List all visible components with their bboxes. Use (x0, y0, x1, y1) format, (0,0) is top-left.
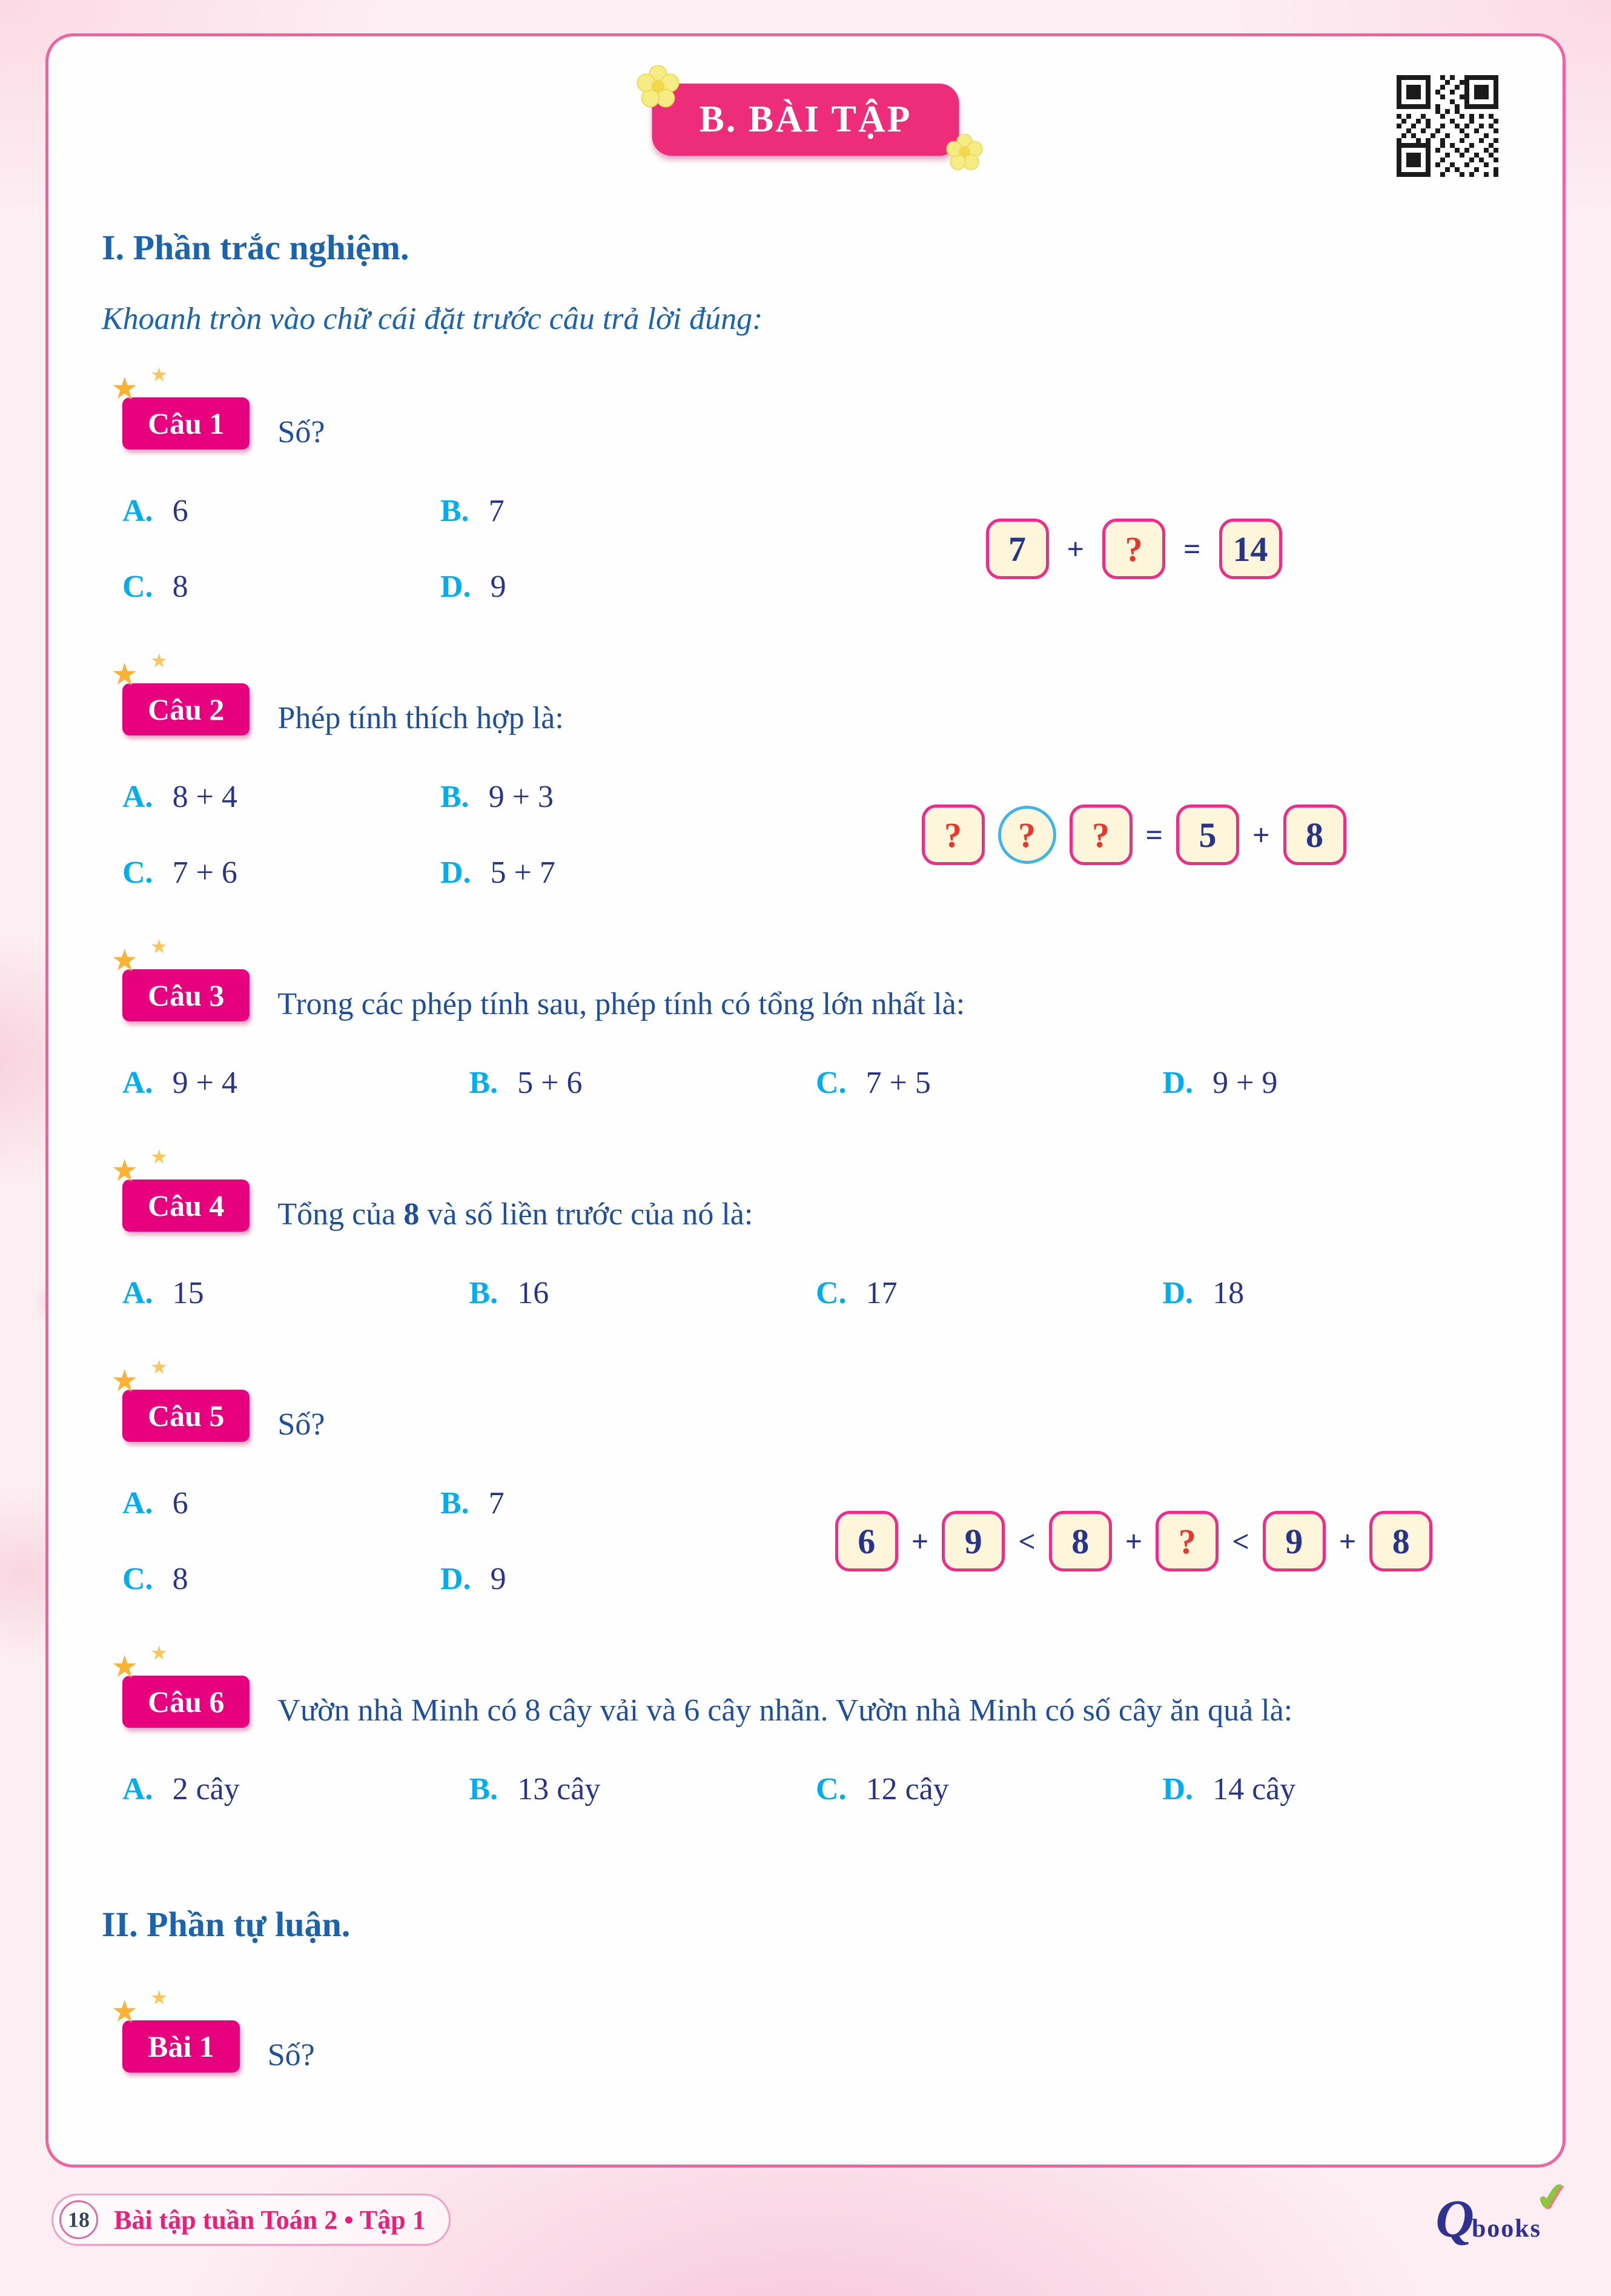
option-a[interactable]: A. 9 + 4 (122, 1066, 237, 1100)
question-6-text: Vườn nhà Minh có 8 cây vải và 6 cây nhãn. Vườn nhà Minh có số cây ăn quả là: (277, 1693, 1293, 1728)
qbooks-logo (1435, 2173, 1571, 2249)
option-a[interactable]: A. 2 cây (122, 1772, 240, 1807)
question-3-text: Trong các phép tính sau, phép tính có tổng lớn nhất là: (277, 987, 965, 1021)
question-2-text: Phép tính thích hợp là: (277, 701, 564, 735)
answer-box[interactable]: ? (922, 805, 985, 865)
question-1-options (122, 493, 758, 605)
plus-operator: + (911, 1524, 929, 1558)
question-2-badge: ★ ★ Câu 2 (122, 683, 250, 735)
plus-operator: + (1125, 1524, 1143, 1558)
question-6-options (122, 1771, 1509, 1807)
question-6 (102, 1644, 1509, 1807)
option-b[interactable]: B. 16 (469, 1276, 549, 1310)
logo-q-letter: Q (1435, 2190, 1474, 2249)
option-b[interactable]: B. 13 cây (469, 1772, 601, 1807)
question-4-badge: ★ ★ Câu 4 (122, 1180, 250, 1232)
option-a[interactable]: A. 8 + 4 (122, 780, 237, 814)
star-icon: ★ (113, 660, 137, 689)
question-4-text: Tổng của 8 và số liền trước của nó là: (277, 1197, 753, 1232)
question-4 (102, 1148, 1509, 1311)
plus-operator: + (1252, 818, 1270, 852)
section-2-heading: II. Phần tự luận. (102, 1905, 351, 1944)
option-d[interactable]: D. 18 (1162, 1276, 1245, 1310)
footer-series-pill (51, 2194, 451, 2246)
star-icon: ★ (113, 1652, 137, 1682)
star-icon: ★ (113, 1156, 137, 1186)
star-icon: ★ (113, 1997, 137, 2026)
answer-box[interactable]: ? (1102, 519, 1165, 579)
number-box: 6 (835, 1511, 898, 1571)
answer-box[interactable]: ? (1156, 1511, 1219, 1571)
option-d[interactable]: D. 9 (440, 1562, 506, 1596)
equals-operator: = (1183, 532, 1201, 566)
page-number: 18 (59, 2200, 98, 2239)
number-box: 14 (1219, 519, 1282, 579)
section-1-heading: I. Phần trắc nghiệm. (102, 228, 409, 267)
number-box: 8 (1369, 1511, 1432, 1571)
question-3 (102, 938, 1509, 1101)
exercise-1-badge: ★ ★ Bài 1 (122, 2020, 240, 2072)
answer-box[interactable]: ? (1070, 805, 1133, 865)
number-box: 5 (1176, 805, 1239, 865)
option-b[interactable]: B. 9 + 3 (440, 780, 554, 814)
question-5-text: Số? (277, 1407, 325, 1442)
logo-books-text: books (1471, 2215, 1541, 2243)
option-d[interactable]: D. 5 + 7 (440, 855, 555, 890)
less-than-operator: < (1232, 1524, 1249, 1558)
star-icon: ★ (113, 1366, 137, 1396)
question-1-badge: ★ ★ Câu 1 (122, 397, 250, 450)
option-c[interactable]: C. 7 + 5 (816, 1066, 931, 1100)
question-6-badge: ★ ★ Câu 6 (122, 1676, 250, 1728)
option-b[interactable]: B. 7 (440, 1486, 504, 1521)
less-than-operator: < (1018, 1524, 1036, 1558)
card-header (102, 73, 1509, 203)
number-box: 7 (986, 519, 1049, 579)
section-title-badge (652, 84, 959, 156)
star-icon: ★ (151, 1148, 167, 1167)
number-box: 9 (1263, 1511, 1326, 1571)
question-4-options (122, 1275, 1509, 1311)
answer-circle[interactable]: ? (998, 806, 1056, 864)
number-box: 8 (1049, 1511, 1112, 1571)
worksheet-card (45, 33, 1566, 2168)
option-c[interactable]: C. 7 + 6 (122, 855, 237, 890)
star-icon: ★ (151, 1644, 167, 1663)
page-title: B. BÀI TẬP (699, 99, 912, 140)
option-b[interactable]: B. 5 + 6 (469, 1066, 583, 1100)
question-5-options (122, 1485, 758, 1597)
question-2-options (122, 779, 758, 891)
exercise-1 (102, 1989, 1509, 2083)
series-title: Bài tập tuần Toán 2 • Tập 1 (114, 2205, 426, 2235)
option-d[interactable]: D. 14 cây (1162, 1772, 1296, 1807)
exercise-1-text: Số? (267, 2038, 315, 2072)
question-2-equation (758, 805, 1509, 865)
star-icon: ★ (151, 652, 167, 671)
option-a[interactable]: A. 15 (122, 1276, 204, 1310)
footer (51, 2173, 1571, 2249)
question-5 (102, 1358, 1509, 1597)
star-icon: ★ (151, 1358, 167, 1377)
flower-icon (637, 65, 680, 119)
question-5-equation (758, 1511, 1509, 1571)
option-b[interactable]: B. 7 (440, 494, 504, 528)
instruction-text: Khoanh tròn vào chữ cái đặt trước câu trả lời đúng: (102, 302, 763, 336)
star-icon: ★ (151, 1989, 167, 2008)
plus-operator: + (1067, 532, 1084, 566)
plus-operator: + (1338, 1524, 1357, 1558)
question-1-text: Số? (277, 415, 325, 450)
question-3-options (122, 1065, 1509, 1101)
option-c[interactable]: C. 12 cây (816, 1772, 949, 1807)
star-icon: ★ (113, 374, 137, 403)
flower-icon (946, 134, 984, 181)
qr-code-icon (1394, 73, 1506, 184)
question-1 (102, 366, 1509, 605)
option-d[interactable]: D. 9 (440, 569, 506, 604)
question-1-equation (758, 519, 1509, 579)
equals-operator: = (1145, 818, 1163, 852)
star-icon: ★ (151, 366, 167, 385)
option-a[interactable]: A. 6 (122, 494, 188, 528)
option-d[interactable]: D. 9 + 9 (1162, 1066, 1278, 1100)
number-box: 9 (942, 1511, 1005, 1571)
option-c[interactable]: C. 17 (816, 1276, 898, 1310)
option-c[interactable]: C. 8 (122, 569, 188, 604)
question-5-badge: ★ ★ Câu 5 (122, 1390, 250, 1442)
option-c[interactable]: C. 8 (122, 1562, 188, 1596)
option-a[interactable]: A. 6 (122, 1486, 188, 1521)
star-icon: ★ (151, 938, 167, 957)
question-2 (102, 652, 1509, 891)
question-3-badge: ★ ★ Câu 3 (122, 969, 250, 1021)
number-box: 8 (1283, 805, 1346, 865)
check-icon: ✔ (1532, 2173, 1571, 2221)
star-icon: ★ (113, 946, 137, 975)
